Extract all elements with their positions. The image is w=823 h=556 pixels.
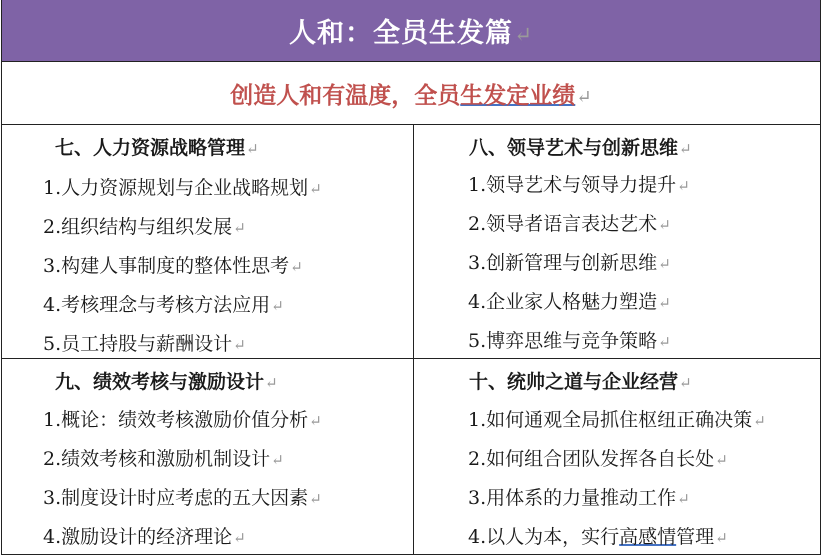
list-item: 4.考核理念与考核方法应用↵ [43, 294, 284, 316]
subtitle: 创造人和有温度，全员生发定业绩↵ [230, 81, 592, 109]
list-item: 1.如何通观全局抓住枢纽正确决策↵ [468, 409, 766, 431]
list-item: 2.组织结构与组织发展↵ [43, 216, 246, 238]
paragraph-mark-icon: ↵ [309, 490, 322, 508]
section-heading: 七、人力资源战略管理↵ [55, 137, 259, 159]
section-cell-9 [2, 359, 414, 554]
list-item: 3.用体系的力量推动工作↵ [468, 487, 690, 509]
paragraph-mark-icon: ↵ [715, 451, 728, 469]
section-cell-7 [2, 125, 414, 359]
paragraph-mark-icon: ↵ [679, 140, 692, 158]
section-heading: 十、统帅之道与企业经营↵ [469, 371, 692, 393]
list-item: 3.创新管理与创新思维↵ [468, 252, 671, 274]
list-item: 4.以人为本，实行高感情管理↵ [468, 526, 728, 548]
paragraph-mark-icon: ↵ [658, 333, 671, 351]
course-table [1, 0, 821, 555]
list-item: 5.员工持股与薪酬设计↵ [43, 333, 246, 355]
paragraph-mark-icon: ↵ [658, 216, 671, 234]
list-item: 1.概论：绩效考核激励价值分析↵ [43, 409, 322, 431]
list-item: 2.领导者语言表达艺术↵ [468, 213, 671, 235]
paragraph-mark-icon: ↵ [309, 412, 322, 430]
subtitle-underlined-text: 生发定业绩 [460, 81, 576, 109]
list-item: 3.构建人事制度的整体性思考↵ [43, 255, 303, 277]
list-item: 5.博弈思维与竞争策略↵ [468, 330, 671, 352]
paragraph-mark-icon: ↵ [576, 86, 592, 108]
page-title: 人和：全员生发篇↵ [288, 18, 534, 49]
list-item: 1.领导艺术与领导力提升↵ [468, 174, 690, 196]
paragraph-mark-icon: ↵ [679, 374, 692, 392]
list-item: 1.人力资源规划与企业战略规划↵ [43, 177, 322, 199]
paragraph-mark-icon: ↵ [246, 140, 259, 158]
subtitle-row [2, 62, 820, 125]
paragraph-mark-icon: ↵ [677, 490, 690, 508]
paragraph-mark-icon: ↵ [290, 258, 303, 276]
list-item: 2.如何组合团队发挥各自长处↵ [468, 448, 728, 470]
paragraph-mark-icon: ↵ [233, 219, 246, 237]
paragraph-mark-icon: ↵ [658, 294, 671, 312]
section-cell-8 [414, 125, 820, 359]
paragraph-mark-icon: ↵ [309, 180, 322, 198]
list-item: 2.绩效考核和激励机制设计↵ [43, 448, 284, 470]
list-item: 4.激励设计的经济理论↵ [43, 526, 246, 548]
section-heading: 九、绩效考核与激励设计↵ [55, 371, 278, 393]
section-cell-10 [414, 359, 820, 554]
title-bar [2, 0, 820, 62]
paragraph-mark-icon: ↵ [271, 297, 284, 315]
paragraph-mark-icon: ↵ [271, 451, 284, 469]
paragraph-mark-icon: ↵ [677, 177, 690, 195]
paragraph-mark-icon: ↵ [233, 336, 246, 354]
paragraph-mark-icon: ↵ [753, 412, 766, 430]
list-item: 4.企业家人格魅力塑造↵ [468, 291, 671, 313]
paragraph-mark-icon: ↵ [233, 529, 246, 547]
paragraph-mark-icon: ↵ [658, 255, 671, 273]
paragraph-mark-icon: ↵ [513, 23, 534, 48]
paragraph-mark-icon: ↵ [715, 529, 728, 547]
underlined-text: 高感情 [619, 526, 677, 548]
section-heading: 八、领导艺术与创新思维↵ [469, 137, 692, 159]
list-item: 3.制度设计时应考虑的五大因素↵ [43, 487, 322, 509]
paragraph-mark-icon: ↵ [265, 374, 278, 392]
